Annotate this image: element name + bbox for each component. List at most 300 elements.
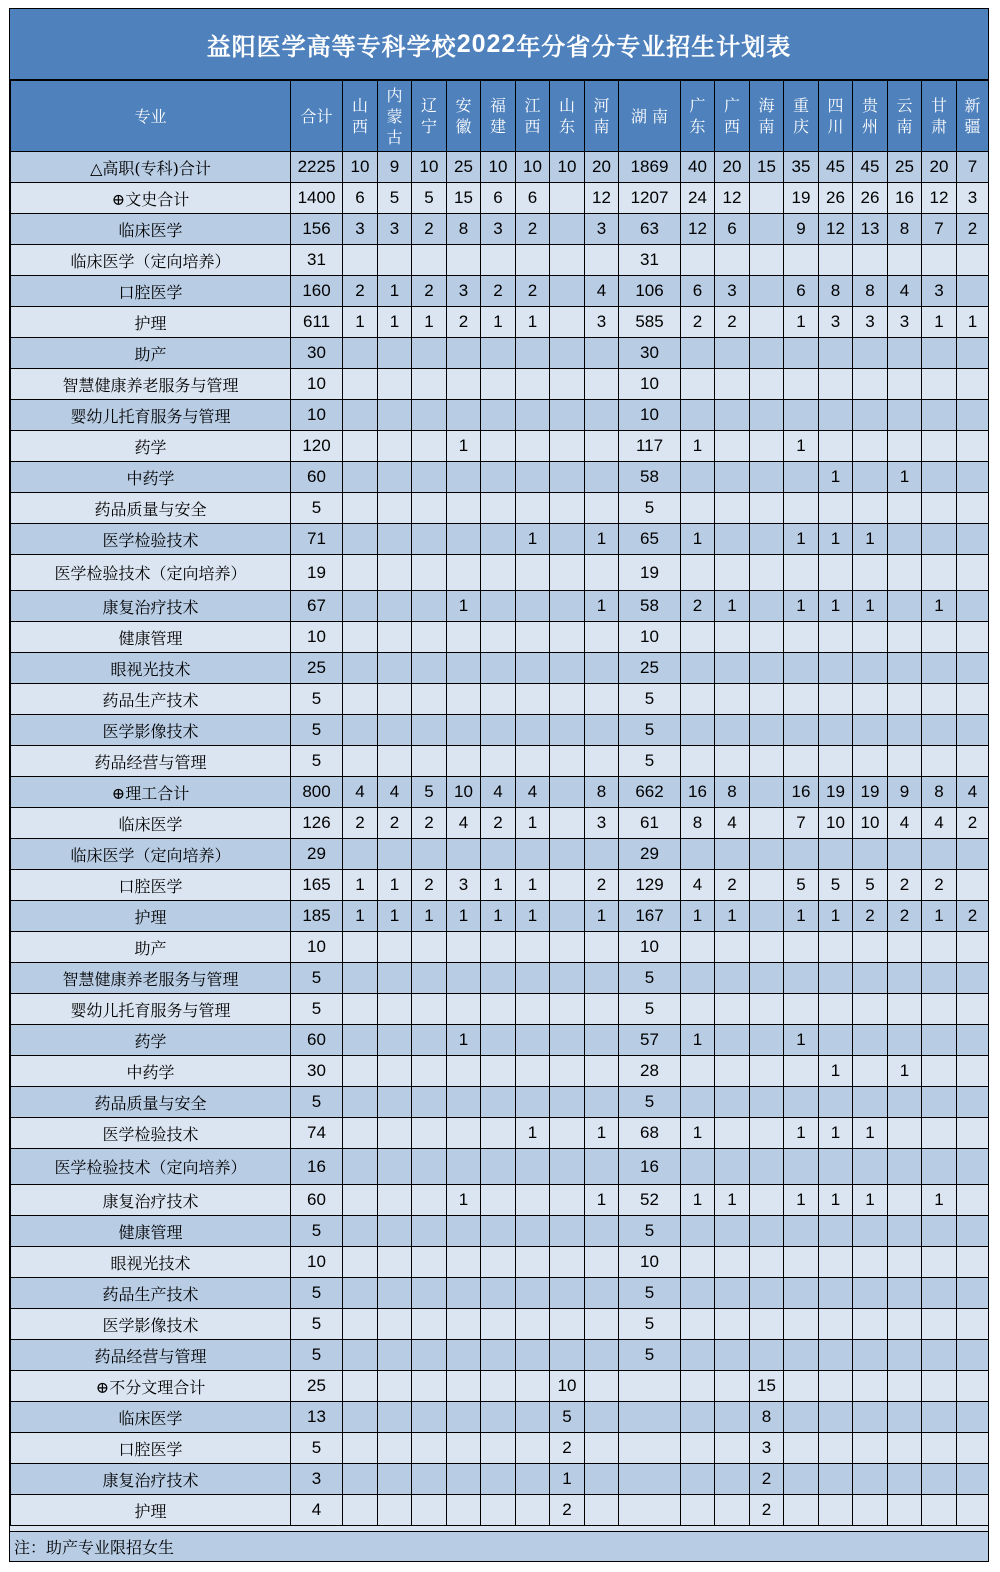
province-count-cell (585, 715, 619, 746)
province-count-cell (853, 1087, 888, 1118)
total-cell: 1400 (291, 183, 343, 214)
province-count-cell (888, 684, 922, 715)
province-count-cell: 35 (784, 152, 819, 183)
major-name-cell: 康复治疗技术 (11, 1185, 291, 1216)
province-count-cell: 585 (619, 307, 681, 338)
province-count-cell (819, 1464, 853, 1495)
province-count-cell (681, 1340, 715, 1371)
province-count-cell: 1 (853, 1118, 888, 1149)
province-count-cell: 5 (619, 746, 681, 777)
province-count-cell (922, 684, 957, 715)
province-count-cell: 2 (853, 901, 888, 932)
province-count-cell (888, 245, 922, 276)
province-count-cell (516, 1309, 550, 1340)
total-cell: 19 (291, 555, 343, 591)
province-count-cell (715, 1118, 750, 1149)
province-count-cell: 1 (784, 431, 819, 462)
header-province (784, 81, 819, 152)
province-count-cell (481, 1402, 516, 1433)
province-count-cell (853, 1433, 888, 1464)
province-count-cell (681, 932, 715, 963)
province-count-cell (715, 839, 750, 870)
province-count-cell (957, 1278, 989, 1309)
province-count-cell: 1 (784, 901, 819, 932)
province-count-cell (550, 591, 585, 622)
province-count-cell: 2 (957, 214, 989, 245)
table-row (11, 746, 989, 777)
total-cell: 800 (291, 777, 343, 808)
province-count-cell (819, 493, 853, 524)
province-count-cell (412, 1087, 447, 1118)
total-cell: 120 (291, 431, 343, 462)
province-count-cell: 1 (447, 901, 481, 932)
province-count-cell: 6 (516, 183, 550, 214)
province-count-cell (550, 1309, 585, 1340)
province-count-cell: 2 (412, 276, 447, 307)
major-name-cell: △高职(专科)合计 (11, 152, 291, 183)
province-count-cell (957, 684, 989, 715)
province-count-cell: 3 (481, 214, 516, 245)
province-count-cell (957, 462, 989, 493)
province-count-cell: 10 (481, 152, 516, 183)
province-count-cell (922, 1025, 957, 1056)
province-count-cell: 1 (715, 591, 750, 622)
province-count-cell (784, 932, 819, 963)
province-count-cell (750, 555, 784, 591)
province-count-cell (481, 555, 516, 591)
province-count-cell: 106 (619, 276, 681, 307)
footnote: 注：助产专业限招女生 (10, 1531, 988, 1561)
province-count-cell: 1 (378, 307, 412, 338)
province-count-cell (481, 1056, 516, 1087)
province-count-cell (853, 1309, 888, 1340)
province-count-cell: 2 (481, 276, 516, 307)
province-count-cell (888, 653, 922, 684)
province-count-cell (378, 1216, 412, 1247)
province-count-cell (681, 1278, 715, 1309)
province-count-cell (619, 1371, 681, 1402)
province-count-cell (750, 1278, 784, 1309)
province-count-cell: 2 (412, 870, 447, 901)
province-count-cell: 2 (516, 214, 550, 245)
province-count-cell (681, 1056, 715, 1087)
total-cell: 16 (291, 1149, 343, 1185)
province-count-cell (922, 400, 957, 431)
province-count-cell (819, 1247, 853, 1278)
province-count-cell (447, 369, 481, 400)
province-count-cell: 1 (412, 901, 447, 932)
province-count-cell (343, 1247, 378, 1278)
province-count-cell (853, 1025, 888, 1056)
total-cell: 10 (291, 369, 343, 400)
province-count-cell (550, 1278, 585, 1309)
total-cell: 5 (291, 1309, 343, 1340)
province-count-cell (888, 715, 922, 746)
province-count-cell (516, 622, 550, 653)
province-count-cell (481, 1495, 516, 1526)
province-count-cell: 1 (447, 1185, 481, 1216)
province-count-cell (957, 493, 989, 524)
province-count-cell: 7 (784, 808, 819, 839)
province-count-cell (784, 1247, 819, 1278)
province-count-cell (447, 1247, 481, 1278)
province-count-cell (715, 1495, 750, 1526)
major-name-cell: 助产 (11, 338, 291, 369)
province-count-cell (585, 431, 619, 462)
province-count-cell: 7 (957, 152, 989, 183)
province-count-cell: 4 (922, 808, 957, 839)
province-count-cell: 4 (343, 777, 378, 808)
table-row (11, 493, 989, 524)
province-count-cell (750, 214, 784, 245)
province-count-cell (784, 1278, 819, 1309)
province-count-cell (957, 431, 989, 462)
province-count-cell: 1 (922, 307, 957, 338)
province-count-cell (715, 1278, 750, 1309)
province-count-cell: 1 (888, 1056, 922, 1087)
province-count-cell (343, 1371, 378, 1402)
province-count-cell (516, 1087, 550, 1118)
province-count-cell (819, 1433, 853, 1464)
province-count-cell: 5 (619, 963, 681, 994)
province-count-cell (888, 994, 922, 1025)
province-count-cell: 4 (888, 276, 922, 307)
province-count-cell (585, 400, 619, 431)
province-count-cell (585, 684, 619, 715)
province-count-cell (888, 338, 922, 369)
total-cell: 5 (291, 684, 343, 715)
table-row (11, 1247, 989, 1278)
province-count-cell (715, 994, 750, 1025)
province-count-cell: 1 (819, 1056, 853, 1087)
province-count-cell: 57 (619, 1025, 681, 1056)
province-count-cell (750, 1340, 784, 1371)
table-row (11, 1118, 989, 1149)
province-count-cell (784, 1087, 819, 1118)
province-count-cell (750, 1309, 784, 1340)
province-count-cell: 63 (619, 214, 681, 245)
province-count-cell: 1 (681, 901, 715, 932)
province-count-cell (481, 994, 516, 1025)
province-count-cell (957, 1185, 989, 1216)
province-count-cell (447, 1433, 481, 1464)
province-count-cell: 61 (619, 808, 681, 839)
province-count-cell (853, 715, 888, 746)
province-count-cell (412, 1371, 447, 1402)
province-count-cell: 5 (619, 1216, 681, 1247)
province-count-cell (447, 963, 481, 994)
province-count-cell (922, 715, 957, 746)
province-count-cell: 1 (681, 431, 715, 462)
province-count-cell (585, 493, 619, 524)
province-count-cell (681, 245, 715, 276)
province-count-cell: 1 (922, 901, 957, 932)
table-row (11, 1278, 989, 1309)
province-count-cell: 5 (412, 183, 447, 214)
province-count-cell: 5 (619, 684, 681, 715)
province-count-cell (819, 369, 853, 400)
province-count-cell (819, 994, 853, 1025)
province-count-cell: 3 (715, 276, 750, 307)
table-row (11, 1433, 989, 1464)
province-count-cell (343, 1340, 378, 1371)
province-count-cell (750, 653, 784, 684)
province-count-cell (447, 1118, 481, 1149)
province-count-cell (550, 214, 585, 245)
province-count-cell (378, 1118, 412, 1149)
province-count-cell: 1 (922, 1185, 957, 1216)
province-count-cell (343, 369, 378, 400)
province-count-cell (412, 1185, 447, 1216)
province-count-cell (681, 400, 715, 431)
province-count-cell: 1 (784, 1185, 819, 1216)
province-count-cell: 5 (619, 493, 681, 524)
header-province (957, 81, 989, 152)
major-name-cell: 药品生产技术 (11, 684, 291, 715)
province-count-cell (550, 1149, 585, 1185)
province-count-cell (784, 1495, 819, 1526)
province-count-cell (378, 1464, 412, 1495)
total-cell: 60 (291, 462, 343, 493)
province-count-cell (819, 715, 853, 746)
province-count-cell: 5 (378, 183, 412, 214)
province-count-cell: 1 (378, 901, 412, 932)
province-count-cell (343, 1464, 378, 1495)
province-count-cell: 1 (343, 307, 378, 338)
province-count-cell (922, 1309, 957, 1340)
province-count-cell (819, 1371, 853, 1402)
province-count-cell (750, 715, 784, 746)
province-count-cell: 2 (481, 808, 516, 839)
province-count-cell: 4 (481, 777, 516, 808)
province-count-cell (750, 808, 784, 839)
header-major: 专业 (11, 81, 291, 152)
province-count-cell (412, 245, 447, 276)
province-count-cell (888, 839, 922, 870)
province-count-cell (888, 746, 922, 777)
province-count-cell (343, 1216, 378, 1247)
province-count-cell (481, 963, 516, 994)
table-row (11, 369, 989, 400)
province-count-cell (922, 994, 957, 1025)
province-count-cell (516, 1433, 550, 1464)
province-count-cell (447, 1340, 481, 1371)
province-count-cell (819, 431, 853, 462)
province-count-cell (681, 1402, 715, 1433)
province-count-cell (784, 839, 819, 870)
province-count-cell (750, 777, 784, 808)
total-cell: 60 (291, 1025, 343, 1056)
province-count-cell (750, 338, 784, 369)
province-count-cell (481, 1309, 516, 1340)
province-count-cell (412, 1118, 447, 1149)
province-count-cell (957, 1495, 989, 1526)
province-count-cell (378, 839, 412, 870)
province-count-cell (412, 1278, 447, 1309)
province-count-cell (516, 715, 550, 746)
province-count-cell: 10 (619, 369, 681, 400)
province-count-cell (922, 1433, 957, 1464)
province-count-cell (715, 1149, 750, 1185)
province-count-cell: 8 (819, 276, 853, 307)
province-count-cell (888, 1247, 922, 1278)
major-name-cell: 药品经营与管理 (11, 746, 291, 777)
province-count-cell: 3 (888, 307, 922, 338)
table-row (11, 1149, 989, 1185)
province-count-cell (378, 1495, 412, 1526)
province-count-cell (888, 1495, 922, 1526)
province-count-cell: 16 (784, 777, 819, 808)
major-name-cell: 健康管理 (11, 1216, 291, 1247)
province-count-cell (516, 1216, 550, 1247)
province-count-cell (481, 1025, 516, 1056)
province-count-cell: 1 (888, 462, 922, 493)
province-count-cell (481, 684, 516, 715)
province-count-cell: 1 (516, 307, 550, 338)
province-count-cell: 1 (957, 307, 989, 338)
province-count-cell: 2 (343, 808, 378, 839)
province-count-cell (378, 1247, 412, 1278)
province-count-cell (853, 400, 888, 431)
province-count-cell (447, 338, 481, 369)
table-row (11, 870, 989, 901)
province-count-cell (922, 1056, 957, 1087)
province-count-cell (750, 839, 784, 870)
province-count-cell (378, 1278, 412, 1309)
total-cell: 25 (291, 653, 343, 684)
province-count-cell (957, 1464, 989, 1495)
province-count-cell: 8 (750, 1402, 784, 1433)
province-count-cell: 2 (447, 307, 481, 338)
province-count-cell: 5 (619, 1309, 681, 1340)
province-count-cell: 1 (481, 307, 516, 338)
table-row (11, 839, 989, 870)
table-row (11, 152, 989, 183)
province-count-cell (922, 462, 957, 493)
province-count-cell (343, 245, 378, 276)
province-count-cell (412, 1149, 447, 1185)
province-count-cell (412, 591, 447, 622)
province-count-cell (715, 963, 750, 994)
province-count-cell (516, 963, 550, 994)
province-count-cell (481, 715, 516, 746)
province-count-cell (343, 524, 378, 555)
total-cell: 13 (291, 1402, 343, 1433)
province-count-cell (516, 1495, 550, 1526)
province-count-cell: 1 (853, 1185, 888, 1216)
province-count-cell: 12 (585, 183, 619, 214)
province-count-cell (957, 1216, 989, 1247)
province-count-cell (922, 493, 957, 524)
province-count-cell (853, 684, 888, 715)
table-row (11, 338, 989, 369)
province-count-cell (343, 1087, 378, 1118)
province-count-cell (343, 994, 378, 1025)
province-count-cell (715, 431, 750, 462)
province-count-cell (715, 1433, 750, 1464)
province-count-cell (750, 932, 784, 963)
province-count-cell (447, 994, 481, 1025)
province-count-cell (585, 1340, 619, 1371)
province-count-cell (447, 555, 481, 591)
province-count-cell (447, 1371, 481, 1402)
province-count-cell (343, 1056, 378, 1087)
province-count-cell (481, 1216, 516, 1247)
province-count-cell (888, 369, 922, 400)
province-count-cell (750, 1056, 784, 1087)
province-count-cell (853, 839, 888, 870)
province-count-cell (784, 653, 819, 684)
province-count-cell (681, 369, 715, 400)
major-name-cell: 中药学 (11, 1056, 291, 1087)
province-count-cell: 5 (619, 994, 681, 1025)
province-count-cell (550, 994, 585, 1025)
province-count-cell (447, 1216, 481, 1247)
province-count-cell (378, 493, 412, 524)
province-count-cell (922, 1402, 957, 1433)
province-count-cell (750, 524, 784, 555)
province-count-cell: 10 (619, 932, 681, 963)
province-count-cell (481, 1464, 516, 1495)
province-count-cell: 3 (447, 870, 481, 901)
province-count-cell (681, 715, 715, 746)
province-count-cell (888, 524, 922, 555)
province-count-cell (481, 369, 516, 400)
province-count-cell (343, 622, 378, 653)
province-count-cell (784, 462, 819, 493)
province-count-cell (819, 622, 853, 653)
province-count-cell (447, 1149, 481, 1185)
table-row (11, 1056, 989, 1087)
province-count-cell: 1 (343, 870, 378, 901)
province-count-cell (888, 1433, 922, 1464)
total-cell: 5 (291, 715, 343, 746)
province-count-cell (378, 1371, 412, 1402)
province-count-cell (412, 932, 447, 963)
province-count-cell (412, 493, 447, 524)
province-count-cell (481, 1371, 516, 1402)
province-count-cell (378, 555, 412, 591)
province-count-cell (550, 493, 585, 524)
province-count-cell (550, 369, 585, 400)
province-count-cell (681, 653, 715, 684)
table-row (11, 808, 989, 839)
province-count-cell: 1 (481, 901, 516, 932)
province-count-cell (343, 493, 378, 524)
province-count-cell (516, 338, 550, 369)
province-count-cell (481, 1118, 516, 1149)
total-cell: 3 (291, 1464, 343, 1495)
province-count-cell (819, 932, 853, 963)
province-count-cell: 3 (853, 307, 888, 338)
province-count-cell: 2 (550, 1433, 585, 1464)
province-count-cell: 117 (619, 431, 681, 462)
province-count-cell (957, 1247, 989, 1278)
province-count-cell: 1 (550, 1464, 585, 1495)
province-count-cell (853, 746, 888, 777)
header-province-label: 广西 (723, 96, 740, 136)
province-count-cell (715, 245, 750, 276)
total-cell: 67 (291, 591, 343, 622)
province-count-cell (819, 1402, 853, 1433)
province-count-cell: 13 (853, 214, 888, 245)
province-count-cell (516, 245, 550, 276)
province-count-cell (481, 746, 516, 777)
major-name-cell: 医学影像技术 (11, 1309, 291, 1340)
province-count-cell (888, 1216, 922, 1247)
province-count-cell (715, 1340, 750, 1371)
province-count-cell (888, 932, 922, 963)
